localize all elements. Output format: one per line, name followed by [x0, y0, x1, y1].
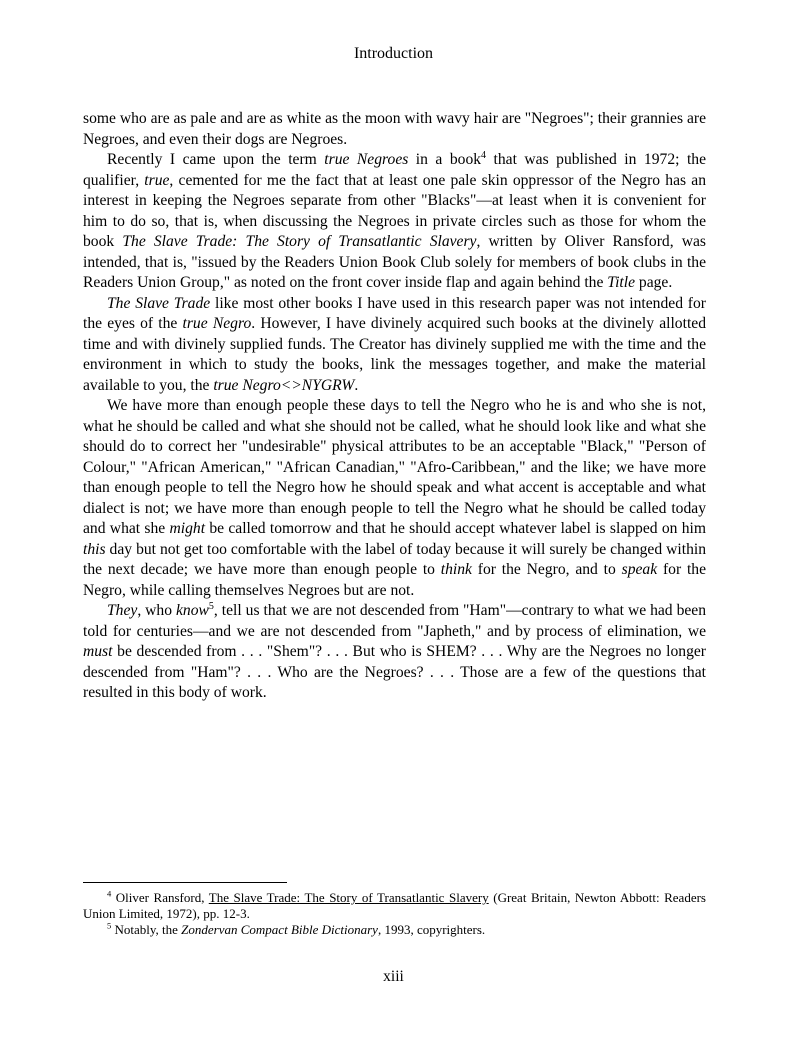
footnote-number: 5 — [107, 920, 112, 931]
text-run: for the Negro, and to — [471, 561, 622, 578]
book-title: The Slave Trade: The Story of Transatlantic Slavery — [208, 890, 489, 905]
paragraph-2 — [83, 150, 706, 294]
text-run: Notably, the — [111, 922, 182, 937]
book-title: The Slave Trade — [107, 294, 211, 312]
text-run: , written by Oliver Ransford, was intended, that is, "issued by the Readers Union Book Club solely for members of book clubs in the Readers Union Group," as noted on the front cover inside flap and again behind the — [83, 233, 706, 291]
footnotes — [83, 890, 706, 938]
text-run: some who are as pale and are as white as the moon with wavy hair are "Negroes"; their grannies are Negroes, and even their dogs are Negroes. — [83, 110, 706, 148]
footnote-5 — [83, 922, 706, 938]
text-run: in a book — [408, 151, 482, 168]
paragraph-4 — [83, 396, 706, 601]
text-run: be descended from . . . "Shem"? . . . But who is SHEM? . . . Why are the Negroes no longer descended from "Ham"? . . . Who are the Negroes? . . . Those are a few of the questions that resulted in this body of work. — [83, 643, 706, 701]
emphasis-text: true Negro — [182, 315, 252, 332]
paragraph-5 — [83, 601, 706, 704]
text-run: like most other books I have used in this research paper was not intended for the eyes of the — [83, 294, 706, 332]
emphasis-text: true — [144, 171, 170, 189]
paragraph-3 — [83, 294, 706, 397]
text-run: for the Negro, while calling themselves Negroes but are not. — [83, 561, 707, 599]
text-run: , who — [137, 602, 176, 619]
text-run: be called tomorrow and that he should accept whatever label is slapped on him — [205, 520, 706, 537]
page-number: xiii — [383, 968, 404, 985]
emphasis-text: might — [169, 520, 206, 537]
emphasis-text: must — [83, 643, 113, 660]
emphasis-text: this — [83, 540, 106, 558]
emphasis-text: know — [176, 602, 209, 619]
text-run: . — [354, 376, 359, 394]
footnote-ref-4[interactable]: 4 — [481, 149, 487, 161]
text-run: We have more than enough people these days to tell the Negro who he is and who she is not, what he should be called and what she should not be called, what he should look like and what she should do to correct her "undesirable" physical attributes to be an acceptable "Black," "Person of Colour," "African American," "African Canadian," "Afro-Caribbean," and the like; we have more than enough people to tell the Negro how he should speak and what accent is acceptable and what dialect is not; we have more than enough people to tell the Negro what he should be called today and what she — [83, 397, 706, 537]
paragraph-1 — [83, 109, 706, 150]
footnote-number: 4 — [107, 888, 112, 899]
body-text — [83, 109, 706, 704]
footnote-divider — [83, 882, 287, 883]
text-run: Recently I came upon the term — [107, 151, 325, 168]
text-run: day but not get too comfortable with the label of today because it will surely be changed within the next decade; we have more than enough people to — [83, 540, 706, 578]
text-run: , cemented for me the fact that at least one pale skin oppressor of the Negro has an interest in keeping the Negroes separate from other "Blacks"—at least when it is convenient for him to do so, that is, when discussing the Negroes in private circles such as those for whom the book — [83, 171, 706, 250]
text-run: page. — [635, 274, 673, 291]
emphasis-text: They — [107, 602, 138, 619]
footnote-4 — [83, 890, 706, 922]
footnote-ref-5[interactable]: 5 — [208, 600, 214, 612]
running-header: Introduction — [353, 45, 434, 62]
text-run: that was published in 1972; the qualifier, — [83, 151, 706, 189]
book-title: The Slave Trade: The Story of Transatlantic Slavery — [122, 233, 477, 250]
text-run: . However, I have divinely acquired such books at the divinely allotted time and with divinely supplied funds. The Creator has divinely supplied me with the time and the environment in which to study the books, link the messages together, and make the material available to you, the — [83, 315, 706, 394]
book-title: Zondervan Compact Bible Dictionary — [181, 922, 378, 937]
text-run: , tell us that we are not descended from "Ham"—contrary to what we had been told for centuries—and we are not descended from "Japheth," and by process of elimination, we — [83, 602, 706, 640]
emphasis-text: think — [440, 561, 472, 578]
emphasis-text: true Negroes — [324, 151, 409, 168]
emphasis-text: Title — [607, 274, 636, 291]
emphasis-text: speak — [621, 561, 658, 578]
text-run: (Great Britain, Newton Abbott: Readers Union Limited, 1972), pp. 12-3. — [83, 890, 706, 921]
text-run: Oliver Ransford, — [111, 890, 209, 905]
text-run: , 1993, copyrighters. — [377, 922, 486, 937]
emphasis-text: true Negro<>NYGRW — [213, 376, 355, 394]
